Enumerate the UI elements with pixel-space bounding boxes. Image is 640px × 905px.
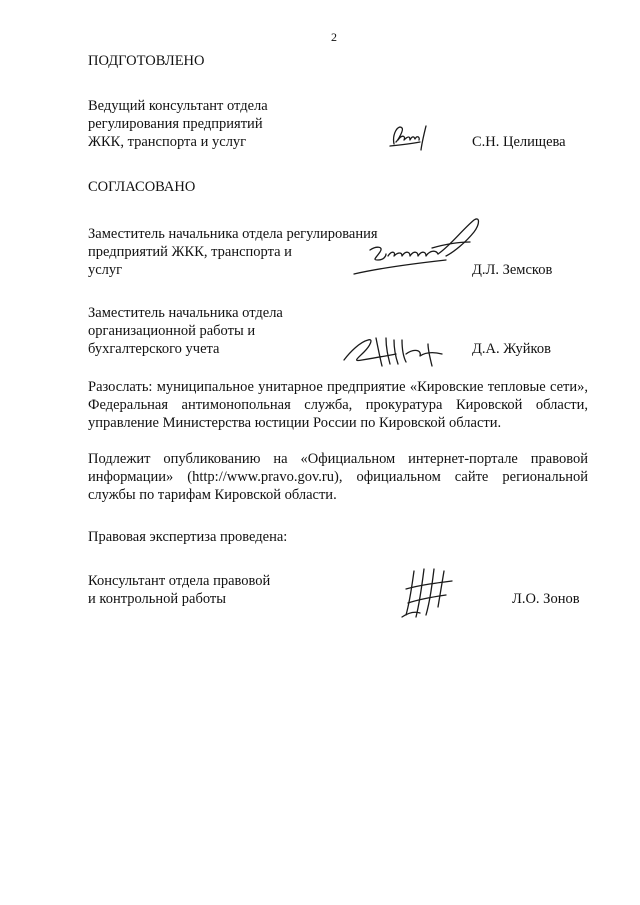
prepared-position-line: Ведущий консультант отдела [88, 98, 268, 114]
agreed-position-line: организационной работы и [88, 323, 256, 339]
page-number: 2 [331, 30, 337, 44]
agreed-position-line: предприятий ЖКК, транспорта и [88, 244, 292, 260]
prepared-position [88, 97, 268, 151]
legal-review-position-line: Консультант отдела правовой [88, 573, 271, 589]
agreed-signer-1-name: Д.Л. Земсков [472, 262, 553, 278]
publication-paragraph: Подлежит опубликованию на «Официальном интернет-портале правовой информации» (http://www.pravo.gov.ru), официальном сайте региональной службы по тарифам Кировской области. [88, 451, 588, 503]
agreed-heading: СОГЛАСОВАНО [88, 179, 196, 195]
agreed-signer-1-position [88, 225, 378, 279]
signature-tselishcheva [388, 120, 438, 154]
legal-review-position [88, 572, 270, 608]
agreed-position-line: Заместитель начальника отдела [88, 305, 283, 321]
agreed-position-line: услуг [88, 262, 123, 278]
agreed-position-line: Заместитель начальника отдела регулирования [88, 226, 378, 242]
agreed-signer-2-name: Д.А. Жуйков [472, 341, 551, 357]
signature-zemskov [350, 212, 490, 282]
signature-zonov [400, 565, 460, 621]
agreed-position-line: бухгалтерского учета [88, 341, 220, 357]
legal-review-statement: Правовая экспертиза проведена: [88, 529, 288, 545]
prepared-name: С.Н. Целищева [472, 134, 566, 150]
prepared-position-line: ЖКК, транспорта и услуг [88, 134, 247, 150]
distribution-paragraph: Разослать: муниципальное унитарное предприятие «Кировские тепловые сети», Федеральная антимонопольная служба, прокуратура Кировской области, управление Министерства юстиции России по Кировской области. [88, 379, 588, 431]
signature-zhuykov [340, 332, 450, 372]
legal-review-name: Л.О. Зонов [512, 591, 580, 607]
agreed-signer-2-position [88, 304, 283, 358]
legal-review-position-line: и контрольной работы [88, 591, 226, 607]
prepared-heading: ПОДГОТОВЛЕНО [88, 53, 205, 69]
prepared-position-line: регулирования предприятий [88, 116, 263, 132]
